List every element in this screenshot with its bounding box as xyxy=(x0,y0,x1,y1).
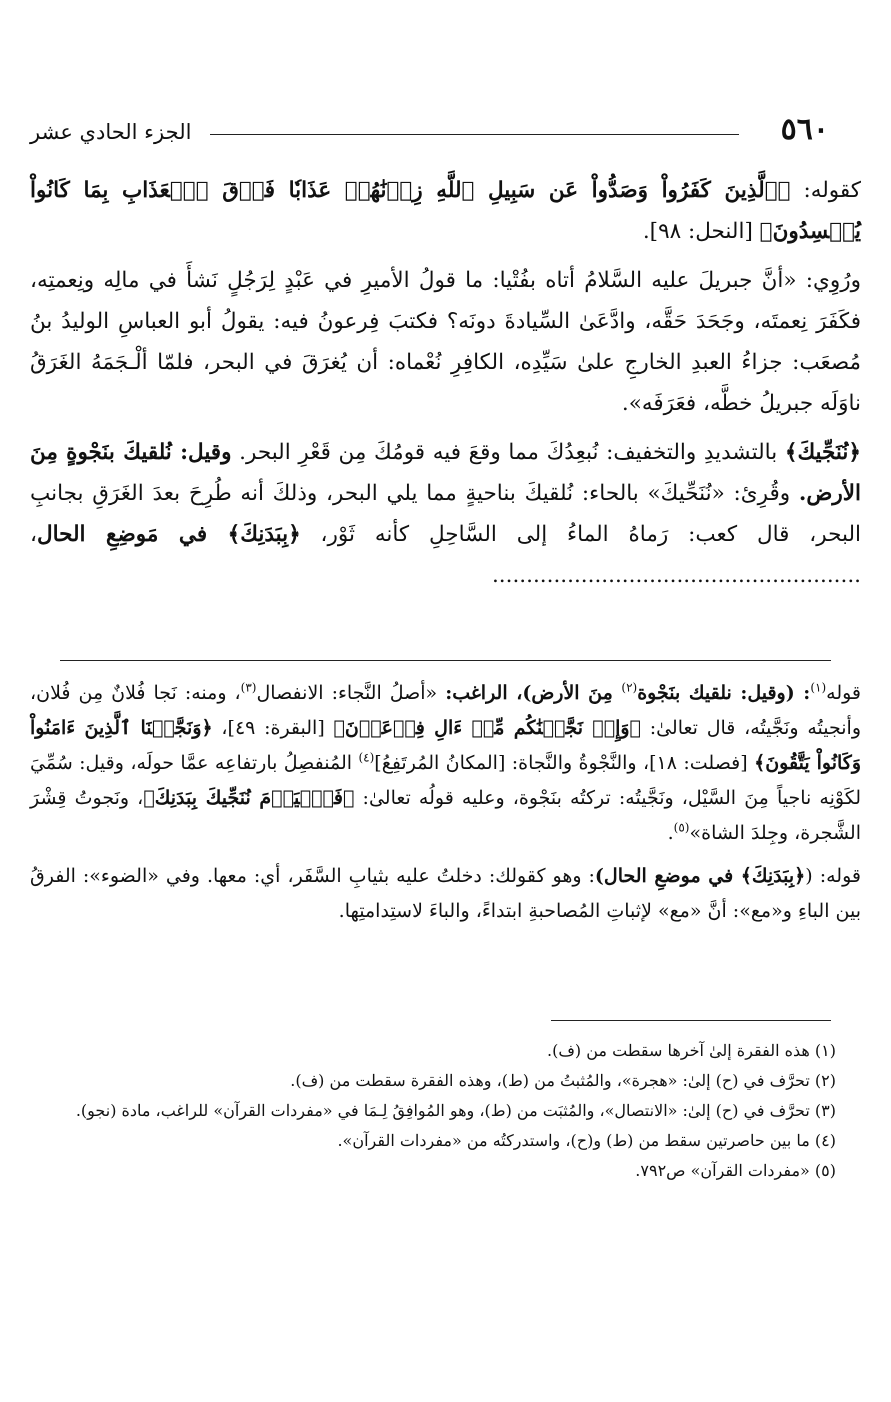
commentary-text-run: [البقرة: ٤٩]، xyxy=(212,717,334,739)
page-number: ٥٦٠ xyxy=(780,112,829,147)
main-paragraph-1 xyxy=(30,170,861,252)
commentary-paragraph-2 xyxy=(30,859,861,929)
running-title: الجزء الحادي عشر xyxy=(30,120,192,144)
commentary-label: قوله xyxy=(826,682,862,704)
footnote-5: (٥) «مفردات القرآن» ص٧٩٢. xyxy=(635,1161,836,1180)
page-header xyxy=(30,110,829,150)
paragraph-text: بالتشديدِ والتخفيف: نُبعِدُكَ مما وقعَ فيه قومُكَ مِن قَعْرِ البحر. xyxy=(231,440,785,465)
main-paragraph-3 xyxy=(30,432,861,596)
commentary-text-run: «أصلُ النَّجاء: الانفصال xyxy=(256,682,446,704)
bold-phrase: : (وقيل: نلقيك بنَجْوة xyxy=(637,682,811,704)
commentary-text-run: قوله: ( xyxy=(805,865,861,887)
commentary-paragraph-1 xyxy=(30,676,861,851)
section-divider xyxy=(60,660,831,661)
footnote-marker: (٤) xyxy=(358,750,375,765)
bold-phrase: وقيل: نُلقيكَ بنَجْوةٍ مِنَ الأرض. xyxy=(30,440,861,506)
commentary-text-run: ، ومنه: نَجا فُلانٌ مِن فُلان، وأنجيتُه ونَجَّيتُه، قال تعالىٰ: xyxy=(30,682,861,739)
quran-verse: ﴿وَنَجَّيۡنَا ٱلَّذِينَ ءَامَنُواْ وَكَانُواْ يَتَّقُونَ﴾ xyxy=(30,717,862,774)
commentary-text-run: المُنفصِلُ بارتفاعِه عمَّا حولَه، وقيل: سُمِّيَ لكَوْنِه ناجياً مِنَ السَّيْل، ونَجَّيتُه: تركتُه بنَجْوة، وعليه قولُه تعالىٰ: xyxy=(30,752,861,809)
commentary-text-run: . xyxy=(667,822,674,844)
footnotes xyxy=(30,1036,836,1186)
footnote-2: (٢) تحرَّف في (ح) إلىٰ: «هجرة»، والمُثبتُ من (ط)، وهذه الفقرة سقطت من (ف). xyxy=(290,1071,836,1090)
footnote-marker: (٢) xyxy=(621,680,638,695)
main-paragraph-2 xyxy=(30,260,861,424)
paragraph-text: كقوله: xyxy=(790,178,861,203)
bold-phrase: مِنَ الأرض)، الراغب: xyxy=(445,682,622,704)
quran-word: ﴿نُنَجِّيكَ﴾ xyxy=(784,440,861,465)
bold-phrase: في مَوضِعِ الحال xyxy=(36,522,228,547)
footnote-3: (٣) تحرَّف في (ح) إلىٰ: «الانتصال»، والمُثبَت من (ط)، وهو المُوافِقُ لِـمَا في «مفردات القرآن» للراغب، مادة (نجو). xyxy=(75,1101,836,1120)
header-rule xyxy=(210,134,739,135)
bold-phrase: في موضعِ الحال) xyxy=(594,865,741,887)
quran-verse: ﴿وَإِذۡ نَجَّيۡنَٰكُم مِّنۡ ءَالِ فِرۡعَوۡنَ﴾ xyxy=(333,717,641,739)
main-text xyxy=(30,170,861,604)
quran-verse: ﴿فَٱلۡيَوۡمَ نُنَجِّيكَ بِبَدَنِكَ﴾ xyxy=(143,787,355,809)
footnote-divider xyxy=(551,1020,831,1021)
verse-reference: [النحل: ٩٨]. xyxy=(642,219,760,244)
paragraph-text: وقُرِئ: «نُنَحِّيكَ» بالحاء: نُلقيكَ بناحيةٍ مما يلي البحر، وذلكَ أنه طُرِحَ بعدَ الغَرَقِ بجانبِ البحر، قال كعب: رَماهُ الماءُ إلى السَّاحِلِ كأنه ثَوْر، xyxy=(30,481,861,547)
commentary-text xyxy=(30,676,861,937)
quran-verse: ﴿ٱلَّذِينَ كَفَرُواْ وَصَدُّواْ عَن سَبِيلِ ٱللَّهِ زِدۡنَٰهُمۡ عَذَابٗا فَوۡقَ ٱلۡعَذَابِ بِمَا كَانُواْ يُفۡسِدُونَ﴾ xyxy=(30,178,861,244)
quran-word: ﴿بِبَدَنِكَ﴾ xyxy=(227,522,301,547)
dotted-leader: ، ...................................................... xyxy=(30,522,861,588)
quran-word: ﴿بِبَدَنِكَ﴾ xyxy=(740,865,806,887)
commentary-text-run: : وهو كقولك: دخلتُ عليه بثيابِ السَّفَر، أي: معها. وفي «الضوء»: الفرقُ بين الباءِ و«مع»: أنَّ «مع» لإثباتِ المُصاحبةِ ابتداءً، والباءَ لاستِدامتِها. xyxy=(30,865,861,922)
commentary-text-run: [فصلت: ١٨]، والنَّجْوةُ والنَّجاة: [المكانُ المُرتَفِعُ] xyxy=(374,752,755,774)
footnote-1: (١) هذه الفقرة إلىٰ آخرها سقطت من (ف). xyxy=(547,1041,836,1060)
commentary-text-run: ، ونَجوتُ قِشْرَ الشَّجرة، وجِلدَ الشاة» xyxy=(30,787,861,844)
paragraph-text: ورُوِي: «أنَّ جبريلَ عليه السَّلامُ أتاه بفُتْيا: ما قولُ الأميرِ في عَبْدٍ لِرَجُلٍ نَشأَ في مالِه ونِعمتِه، فكَفَرَ نِعمتَه، وجَحَدَ حَقَّه، وادَّعَىٰ السِّيادةَ دونَه؟ فكتبَ فِرعونُ فيه: يقولُ أبو العباسِ الوليدُ بنُ مُصعَب: جزاءُ العبدِ الخارجِ علىٰ سَيِّدِه، الكافِرِ نُعْماه: أن يُغرَقَ في البحر، فلمّا ألْـجَمَهُ الغَرَقُ ناوَلَه جبريلُ خطَّه، فعَرَفَه». xyxy=(30,268,861,416)
footnote-marker: (٣) xyxy=(240,680,257,695)
footnote-marker: (١) xyxy=(810,680,827,695)
footnote-4: (٤) ما بين حاصرتين سقط من (ط) و(ح)، واستدركتُه من «مفردات القرآن». xyxy=(337,1131,836,1150)
footnote-marker: (٥) xyxy=(673,820,690,835)
